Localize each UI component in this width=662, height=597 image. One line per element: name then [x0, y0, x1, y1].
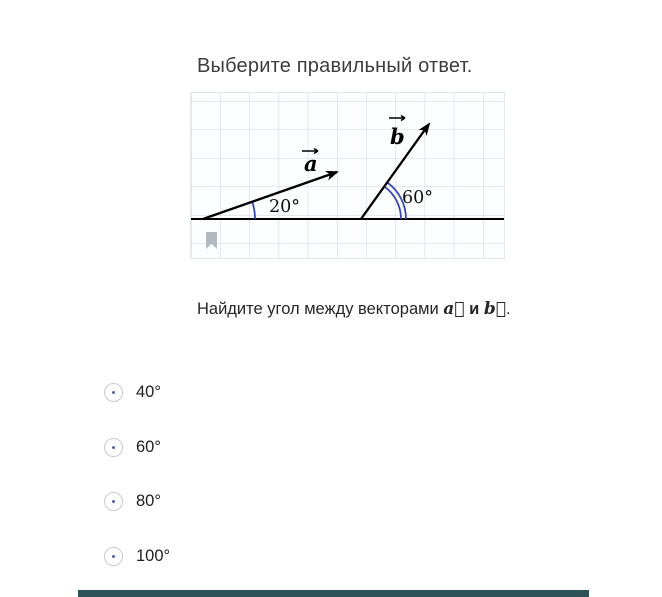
radio-button-40[interactable] [104, 383, 123, 402]
vector-b-label: b [390, 124, 405, 149]
question-period: . [505, 300, 511, 318]
question-prefix: Найдите угол между векторами [197, 300, 439, 318]
question-vector-a: a⃗ [443, 299, 465, 319]
answer-option-60[interactable] [104, 437, 161, 457]
angle-b-value: 60° [402, 188, 434, 208]
radio-button-100[interactable] [104, 547, 123, 566]
question-vector-b: b⃗ [483, 299, 506, 319]
vectors-diagram-svg [191, 93, 504, 258]
answer-label-60: 60° [136, 437, 161, 456]
vectors-diagram [190, 92, 505, 259]
grid-background [191, 93, 504, 258]
radio-button-80[interactable] [104, 492, 123, 511]
answer-option-80[interactable] [104, 491, 161, 511]
answer-option-100[interactable] [104, 546, 170, 566]
answer-option-40[interactable] [104, 382, 161, 402]
question-conjunction: и [469, 300, 480, 318]
bottom-bar [78, 590, 589, 597]
angle-a-value: 20° [269, 197, 301, 217]
answer-label-80: 80° [136, 491, 161, 510]
answer-label-100: 100° [136, 546, 171, 565]
page-title: Выберите правильный ответ. [197, 55, 473, 77]
question-text [197, 297, 511, 321]
vector-a-label: a [304, 151, 318, 176]
radio-button-60[interactable] [104, 438, 123, 457]
answer-label-40: 40° [136, 382, 161, 401]
